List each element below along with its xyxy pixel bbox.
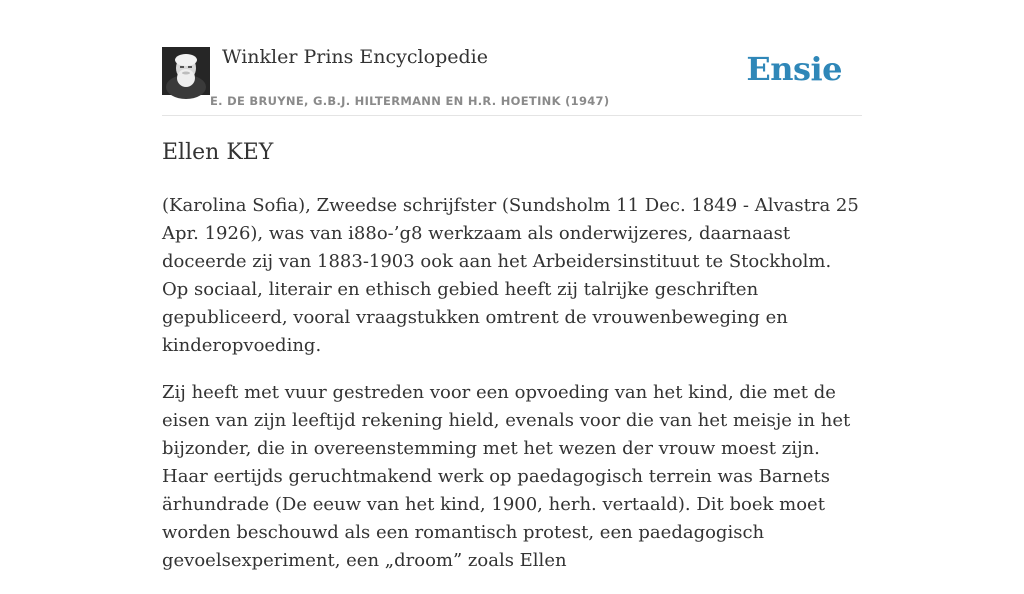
article-title: Ellen KEY — [162, 140, 274, 165]
article-paragraph: Zij heeft met vuur gestreden voor een opvoeding van het kind, die met de eisen van zijn leeftijd rekening hield, evenals voor die van het meisje in het bijzonder, die in overeenstemming met het wezen der vrouw moest zijn. Haar eertijds geruchtmakend werk op paedagogisch terrein was Barnets ärhundrade (De eeuw van het kind, 1900, herh. vertaald). Dit boek moet worden beschouwd als een romantisch protest, een paedagogisch gevoelsexperiment, een „droom” zoals Ellen — [162, 382, 851, 571]
site-header — [162, 0, 862, 116]
authors-credit: E. DE BRUYNE, G.B.J. HILTERMANN EN H.R. HOETINK (1947) — [210, 94, 610, 108]
article-body — [162, 192, 862, 594]
author-avatar-icon[interactable] — [162, 47, 210, 95]
content-container — [162, 0, 862, 571]
ensie-logo-link[interactable]: Ensie — [746, 50, 842, 88]
bearded-man-portrait-icon — [162, 47, 210, 95]
site-title[interactable]: Winkler Prins Encyclopedie — [222, 46, 488, 68]
article-paragraph: (Karolina Sofia), Zweedse schrijfster (Sundsholm 11 Dec. 1849 - Alvastra 25 Apr. 1926), was van i88o-’g8 werkzaam als onderwijzeres, daarnaast doceerde zij van 1883-1903 ook aan het Arbeidersinstituut te Stockholm. Op sociaal, literair en ethisch gebied heeft zij talrijke geschriften gepubliceerd, vooral vraagstukken omtrent de vrouwenbeweging en kinderopvoeding. — [162, 195, 859, 356]
